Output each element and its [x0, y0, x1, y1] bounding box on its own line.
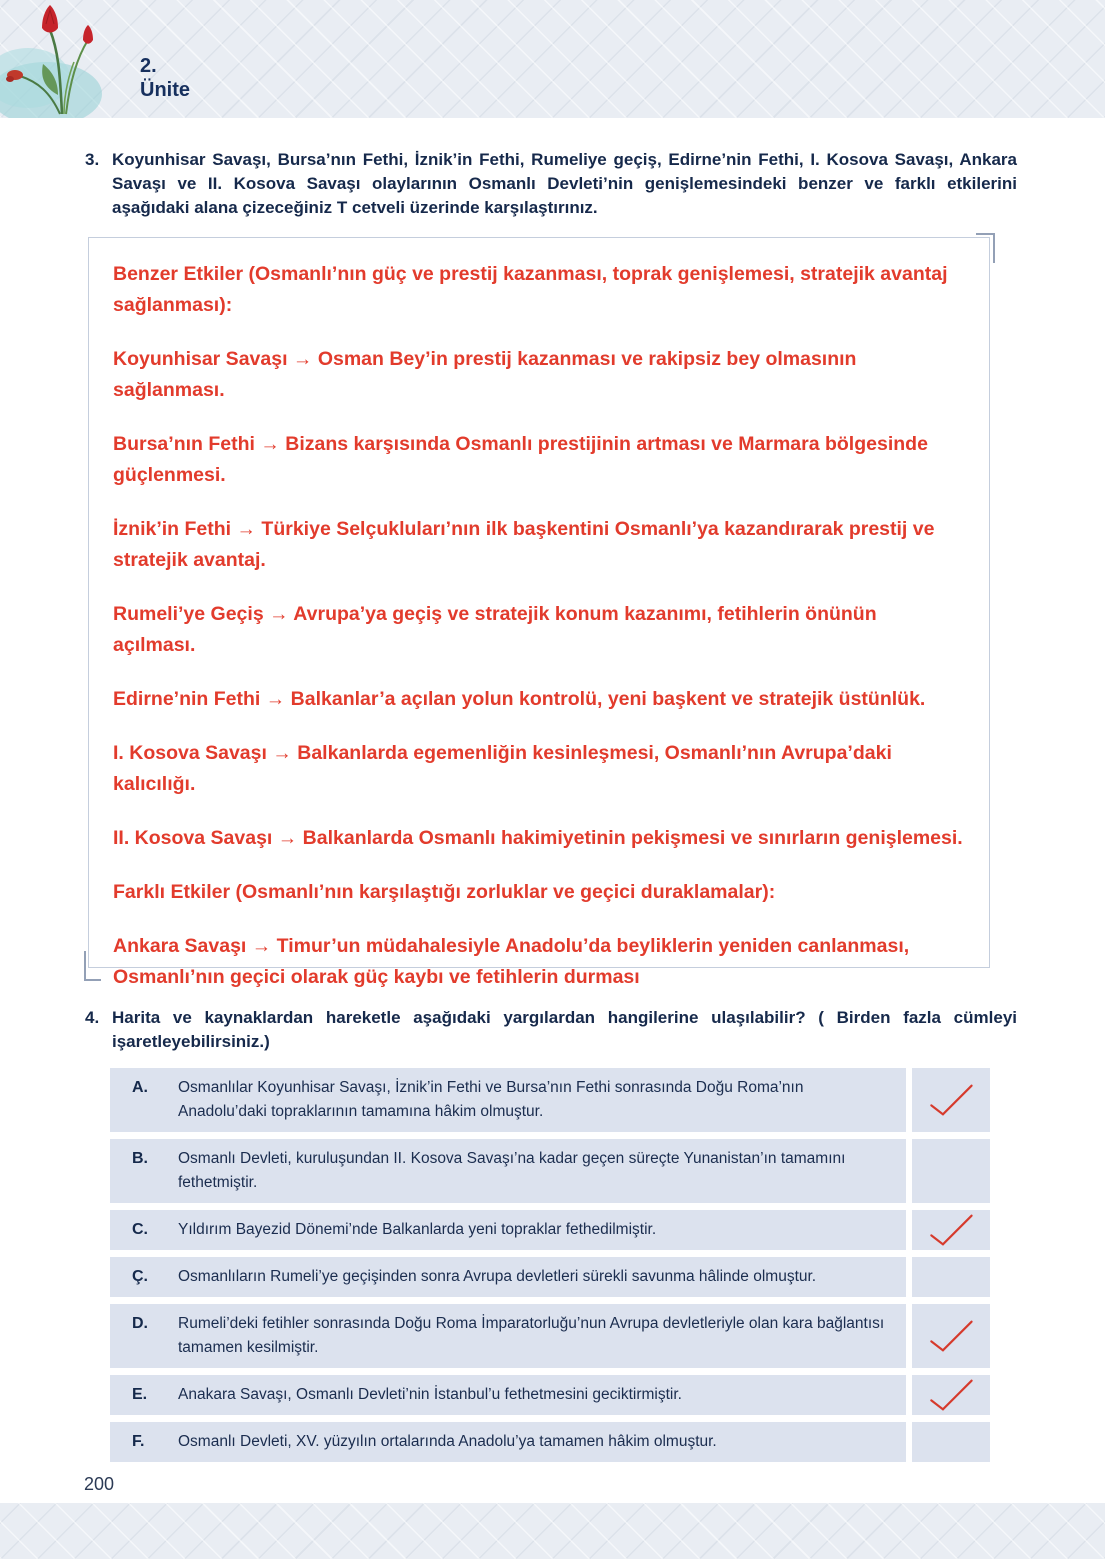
- statement-text: Anakara Savaşı, Osmanlı Devleti’nin İstanbul’u fethetmesini geciktirmiştir.: [178, 1386, 682, 1403]
- table-row: [110, 1210, 990, 1250]
- answer-paragraph: Edirne’nin Fethi → Balkanlar’a açılan yolun kontrolü, yeni başkent ve stratejik üstünlük.: [113, 688, 926, 710]
- answer-box-content: [113, 259, 963, 993]
- statement-text: Osmanlı Devleti, kuruluşundan II. Kosova Savaşı’na kadar geçen süreçte Yunanistan’ın tamamını fethetmiştir.: [178, 1150, 846, 1191]
- statement-cell: [110, 1304, 906, 1368]
- table-row: [110, 1257, 990, 1297]
- statement-letter: C.: [132, 1221, 148, 1238]
- statements-table: [110, 1068, 990, 1462]
- statement-letter: Ç.: [132, 1268, 148, 1285]
- page-number: 200: [84, 1474, 115, 1494]
- answer-paragraph: Farklı Etkiler (Osmanlı’nın karşılaştığı zorluklar ve geçici duraklamalar):: [113, 881, 776, 903]
- question-4: [85, 1006, 1017, 1054]
- statement-text: Osmanlı Devleti, XV. yüzyılın ortalarında Anadolu’ya tamamen hâkim olmuştur.: [178, 1433, 717, 1450]
- answer-paragraph: Koyunhisar Savaşı → Osman Bey’in prestij kazanması ve rakipsiz bey olmasının sağlanması.: [113, 348, 857, 401]
- question-3-text: Koyunhisar Savaşı, Bursa’nın Fethi, İznik’in Fethi, Rumeliye geçiş, Edirne’nin Fethi, I. Kosova Savaşı, Ankara Savaşı ve II. Kosova Savaşı olaylarının Osmanlı Devleti’nin genişlemesindeki benzer ve farklı etkilerini aşağıdaki alana çizeceğiniz T cetveli üzerinde karşılaştırınız.: [112, 150, 1017, 217]
- statement-text: Osmanlıların Rumeli’ye geçişinden sonra Avrupa devletleri sürekli savunma hâlinde olmuştur.: [178, 1268, 817, 1285]
- header-band: [0, 0, 1105, 118]
- checkmark-icon: [927, 1213, 975, 1247]
- checkbox-cell[interactable]: [912, 1304, 990, 1368]
- answer-paragraph: Ankara Savaşı → Timur’un müdahalesiyle Anadolu’da beyliklerin yeniden canlanması, Osmanlı’nın geçici olarak güç kaybı ve fetihlerin durması: [113, 935, 910, 988]
- table-row: [110, 1304, 990, 1368]
- statement-cell: [110, 1139, 906, 1203]
- checkbox-cell[interactable]: [912, 1422, 990, 1462]
- statement-letter: A.: [132, 1079, 148, 1096]
- answer-paragraph: Benzer Etkiler (Osmanlı’nın güç ve prestij kazanması, toprak genişlemesi, stratejik avantaj sağlanması):: [113, 263, 948, 316]
- unit-name: Ünite: [140, 79, 190, 101]
- tulip-flower-icon: [0, 0, 135, 118]
- answer-paragraph: İznik’in Fethi → Türkiye Selçukluları’nın ilk başkentini Osmanlı’ya kazandırarak prestij ve stratejik avantaj.: [113, 518, 935, 571]
- statement-cell: [110, 1257, 906, 1297]
- statement-cell: [110, 1210, 906, 1250]
- table-row: [110, 1375, 990, 1415]
- checkbox-cell[interactable]: [912, 1139, 990, 1203]
- statement-letter: D.: [132, 1315, 148, 1332]
- checkbox-cell[interactable]: [912, 1210, 990, 1250]
- answer-box-corner-top-right: [976, 233, 995, 263]
- footer-band: [0, 1503, 1105, 1559]
- unit-label: [140, 54, 190, 102]
- table-row: [110, 1422, 990, 1462]
- statement-text: Osmanlılar Koyunhisar Savaşı, İznik’in Fethi ve Bursa’nın Fethi sonrasında Doğu Roma’nın Anadolu’daki topraklarının tamamına hâkim olmuştur.: [178, 1079, 804, 1120]
- question-3-number: 3.: [85, 150, 100, 169]
- statement-text: Rumeli’deki fetihler sonrasında Doğu Roma İmparatorluğu’nun Avrupa devletleriyle olan kara bağlantısı tamamen kesilmiştir.: [178, 1315, 885, 1356]
- question-4-text: Harita ve kaynaklardan hareketle aşağıdaki yargılardan hangilerine ulaşılabilir? ( Birden fazla cümleyi işaretleyebilirsiniz.): [112, 1008, 1017, 1051]
- answer-box[interactable]: [88, 237, 990, 988]
- question-4-number: 4.: [85, 1008, 100, 1027]
- statement-letter: B.: [132, 1150, 148, 1167]
- statement-text: Yıldırım Bayezid Dönemi’nde Balkanlarda yeni topraklar fethedilmiştir.: [178, 1221, 657, 1238]
- answer-paragraph: II. Kosova Savaşı → Balkanlarda Osmanlı hakimiyetinin pekişmesi ve sınırların genişlemesi.: [113, 827, 963, 849]
- checkbox-cell[interactable]: [912, 1068, 990, 1132]
- answer-paragraph: Bursa’nın Fethi → Bizans karşısında Osmanlı prestijinin artması ve Marmara bölgesinde güçlenmesi.: [113, 433, 928, 486]
- statement-letter: F.: [132, 1433, 145, 1450]
- checkmark-icon: [927, 1319, 975, 1353]
- checkmark-icon: [927, 1378, 975, 1412]
- statement-letter: E.: [132, 1386, 148, 1403]
- flower-illustration: [0, 0, 135, 118]
- statement-cell: [110, 1375, 906, 1415]
- table-row: [110, 1139, 990, 1203]
- answer-box-corner-bottom-left: [84, 951, 101, 981]
- checkbox-cell[interactable]: [912, 1257, 990, 1297]
- unit-number: 2.: [140, 55, 157, 77]
- answer-paragraph: Rumeli’ye Geçiş → Avrupa’ya geçiş ve stratejik konum kazanımı, fetihlerin önünün açılması.: [113, 603, 877, 656]
- checkbox-cell[interactable]: [912, 1375, 990, 1415]
- table-row: [110, 1068, 990, 1132]
- statement-cell: [110, 1422, 906, 1462]
- answer-paragraph: I. Kosova Savaşı → Balkanlarda egemenliğin kesinleşmesi, Osmanlı’nın Avrupa’daki kalıcılığı.: [113, 742, 892, 795]
- checkmark-icon: [927, 1083, 975, 1117]
- statement-cell: [110, 1068, 906, 1132]
- question-3: [85, 148, 1017, 220]
